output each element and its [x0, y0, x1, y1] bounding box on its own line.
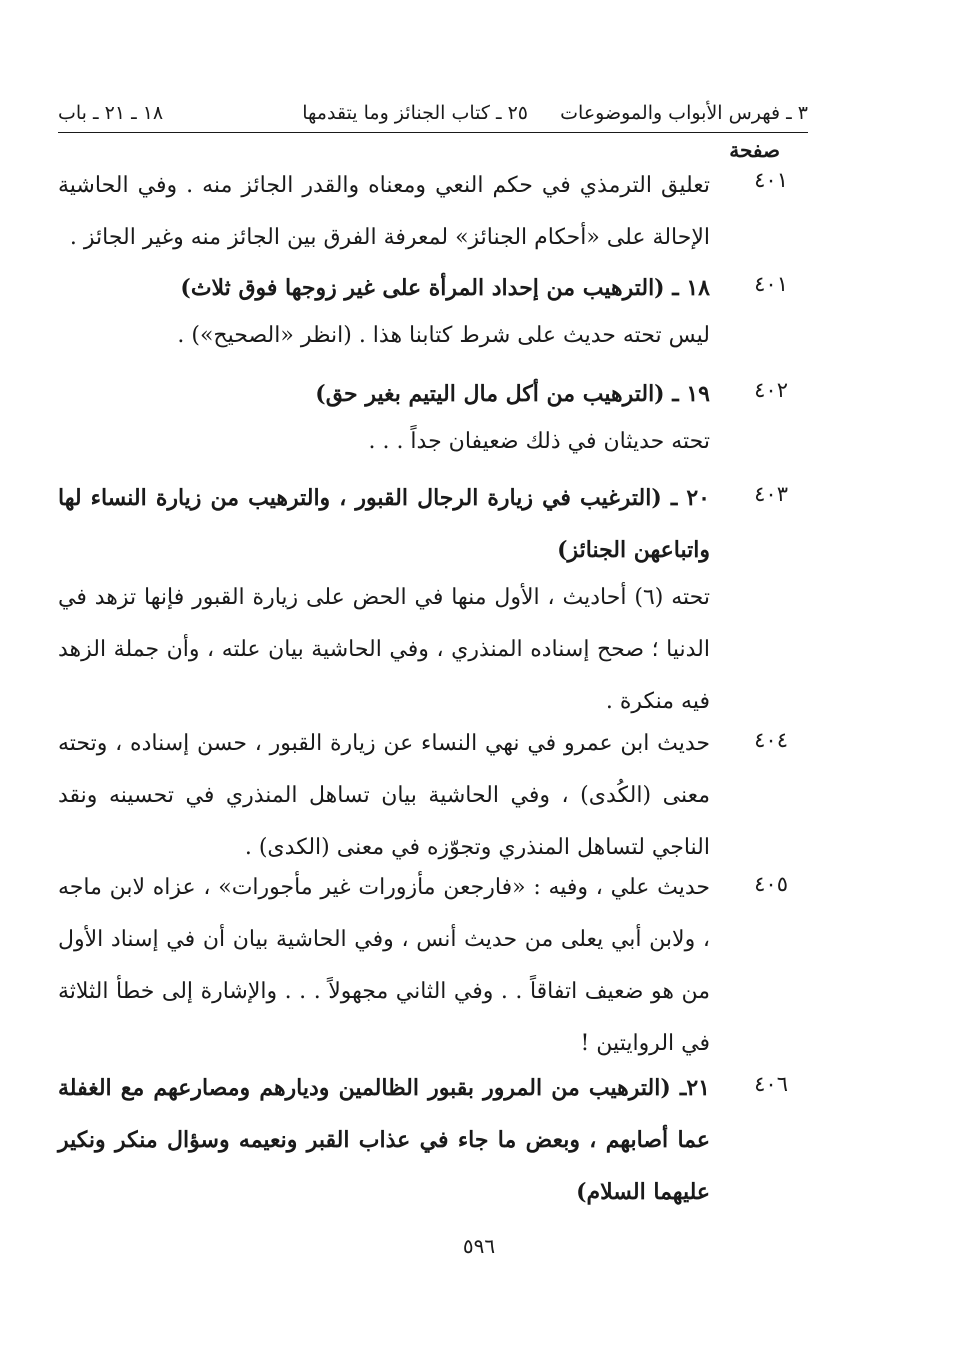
header-chapter-range: ١٨ ـ ٢١ ـ باب	[58, 102, 164, 124]
chapter-title: ١٩ ـ (الترهيب من أكل مال اليتيم بغير حق)	[315, 381, 710, 407]
chapter-title: ٢٠ ـ (الترغيب في زيارة الرجال القبور ، والترهيب من زيارة النساء لها واتباعهن الجنائز)	[58, 485, 710, 563]
index-entry	[58, 368, 788, 472]
running-header	[58, 100, 808, 133]
index-entry	[58, 718, 788, 868]
entry-page-number: ٤٠٢	[754, 378, 788, 402]
header-index-title: ٣ ـ فهرس الأبواب والموضوعات	[560, 102, 808, 124]
entry-text: تحته حديثان في ذلك ضعيفان جداً . . .	[368, 429, 710, 454]
entry-text: تحته (٦) أحاديث ، الأول منها في الحض على زيارة القبور فإنها تزهد في الدنيا ؛ صحح إسناده المنذري ، وفي الحاشية بيان علته ، وأن جملة الزهد فيه منكرة .	[58, 585, 710, 714]
chapter-title: ٢١ـ (الترهيب من المرور بقبور الظالمين وديارهم ومصارعهم مع الغفلة عما أصابهم ، وبعض ما جاء في عذاب القبر ونعيمه وسؤال منكر ونكير عليهما السلام)	[58, 1075, 710, 1205]
entry-page-number: ٤٠٥	[754, 872, 788, 896]
entry-page-number: ٤٠١	[754, 272, 788, 296]
page-number: ٥٩٦	[462, 1234, 496, 1258]
index-entry	[58, 1062, 788, 1222]
header-book-title: ٢٥ ـ كتاب الجنائز وما يتقدمها	[302, 102, 528, 124]
index-entry	[58, 160, 788, 264]
chapter-title: ١٨ ـ (الترهيب من إحداد المرأة على غير زوجها فوق ثلاث)	[180, 275, 710, 301]
index-entry	[58, 472, 788, 722]
entry-page-number: ٤٠١	[754, 168, 788, 192]
index-entry	[58, 262, 788, 366]
entry-text: حديث ابن عمرو في نهي النساء عن زيارة القبور ، حسن إسناده ، وتحته معنى (الكُدى) ، وفي الحاشية بيان تساهل المنذري في تحسينه ونقد الناجي لتساهل المنذري وتجوّزه في معنى (الكدى) .	[58, 731, 710, 860]
page-column-label: صفحة	[729, 138, 780, 162]
index-entry	[58, 862, 788, 1062]
entry-text: حديث علي ، وفيه : «فارجعن مأزورات غير مأجورات» ، عزاه لابن ماجه ، ولابن أبي يعلى من حديث أنس ، وفي الحاشية بيان أن في إسناد الأول من هو ضعيف اتفاقاً . . وفي الثاني مجهولاً . . . والإشارة إلى خطأ الثلاثة في الروايتين !	[58, 875, 710, 1056]
entry-page-number: ٤٠٣	[754, 482, 788, 506]
entry-text: ليس تحته حديث على شرط كتابنا هذا . (انظر «الصحيح») .	[177, 323, 710, 348]
entry-text: تعليق الترمذي في حكم النعي ومعناه والقدر الجائز منه . وفي الحاشية الإحالة على «أحكام الجنائز» لمعرفة الفرق بين الجائز منه وغير الجائز .	[58, 173, 710, 250]
entry-page-number: ٤٠٦	[754, 1072, 788, 1096]
entry-page-number: ٤٠٤	[754, 728, 788, 752]
